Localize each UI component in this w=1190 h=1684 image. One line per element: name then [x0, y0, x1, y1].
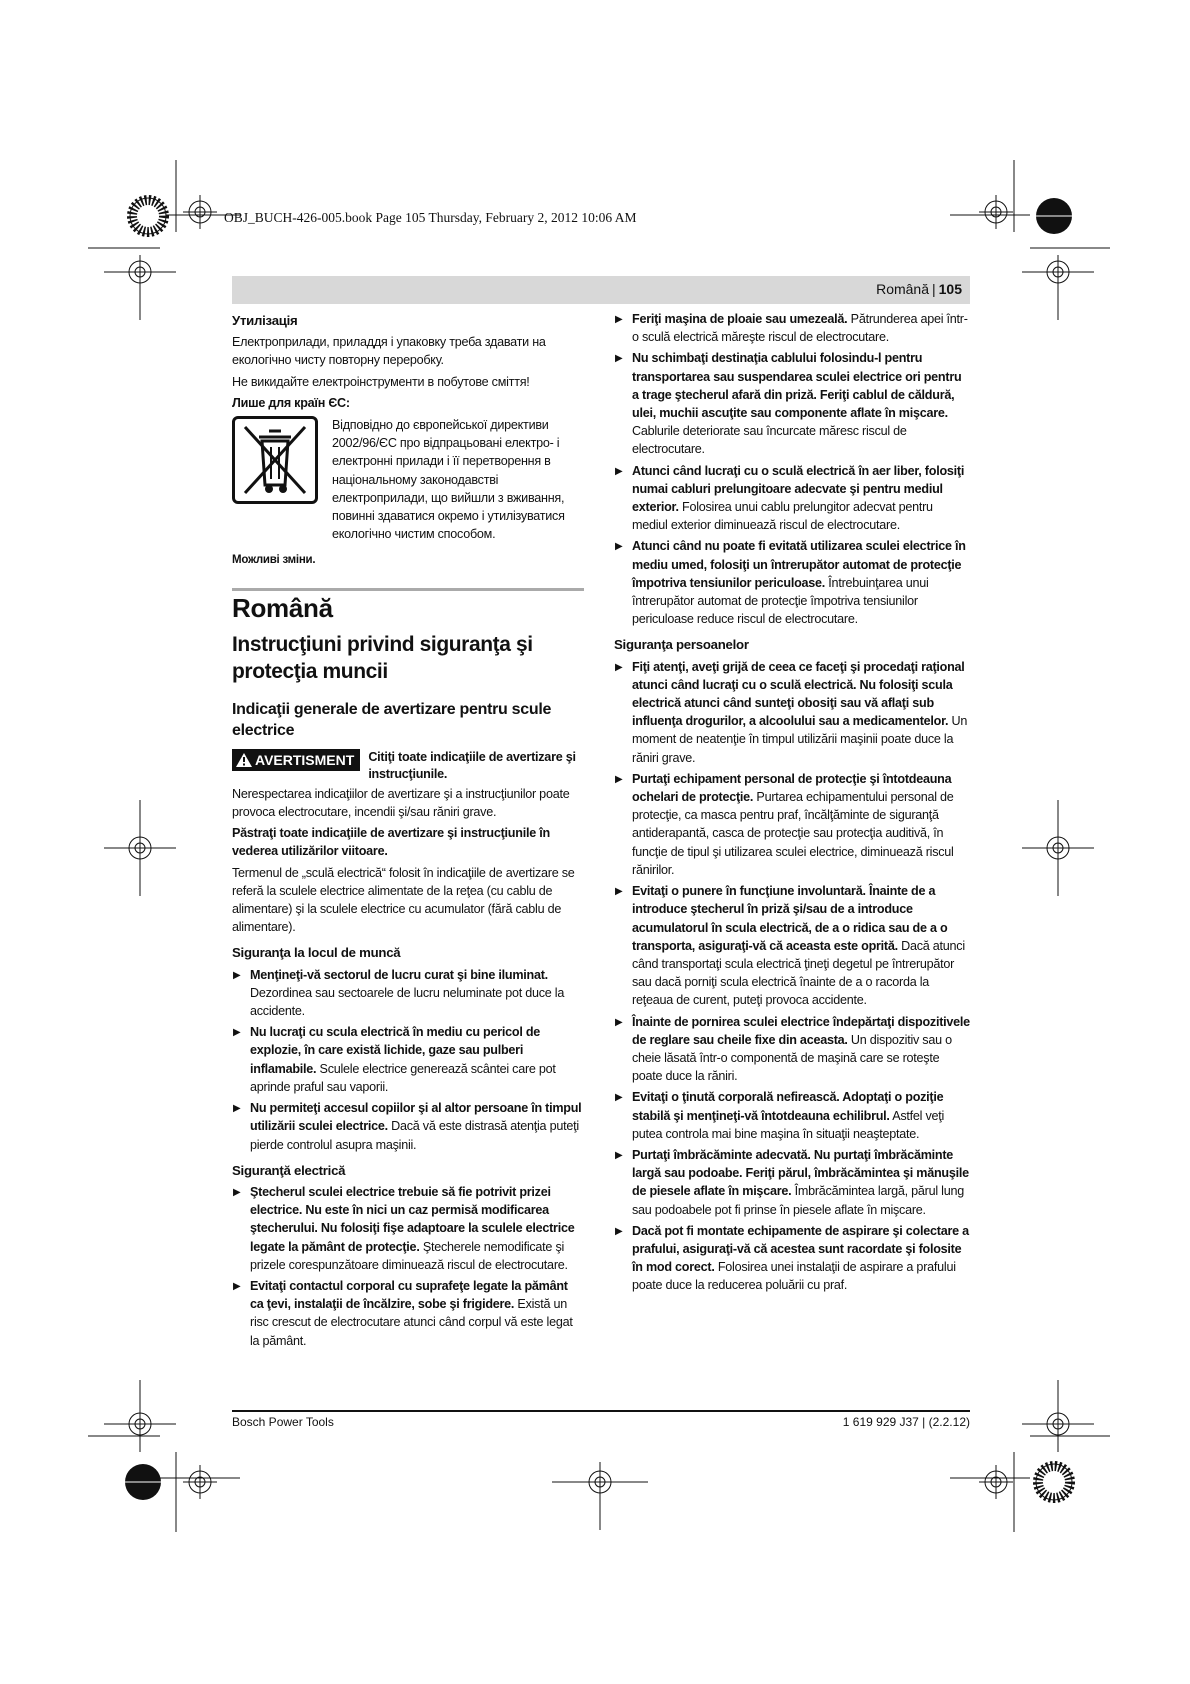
header-language: Română [876, 281, 929, 297]
uk-paragraph: Електроприлади, приладдя і упаковку треба здавати на екологічно чисту повторну переробку. [232, 335, 546, 368]
list-item: ▶ Nu permiteţi accesul copiilor şi al altor persoane în timpul utilizării sculei electrice. Dacă vă este distrasă atenţia puteţi pierde controlul asupra maşinii. [232, 1099, 584, 1154]
target-mark [104, 1380, 176, 1452]
language-title: Română [232, 592, 333, 623]
target-mark [552, 1462, 648, 1530]
list-item: ▶ Înainte de pornirea sculei electrice îndepărtaţi dispozitivele de reglare sau cheile fixe din aceasta. Un dispozitiv sau o cheie lăsată într-o componentă de maşină care se roteşte poate duce la răniri. [614, 1013, 970, 1086]
target-mark [104, 800, 176, 896]
list-item: ▶ Ştecherul sculei electrice trebuie să fie potrivit prizei electrice. Nu este în nici un caz permisă modificarea ştecherului. Nu folosiţi fişe adaptoare la sculele electrice legate la pământ de protecţie. Ştecherele nemodificate şi prizele corespunzătoare diminuează riscul de electrocutare. [232, 1183, 584, 1274]
footer-brand: Bosch Power Tools [232, 1415, 334, 1429]
warning-block [232, 749, 584, 783]
weee-text: Відповідно до європейської директиви 2002/96/ЄС про відпрацьовані електро- і електронні прилади і її перетворення в національному законодавстві електроприлади, що вийшли з вживання, повинні здаватися окремо і утилізуватися екологічно чистим способом. [332, 418, 565, 542]
star-target-mark [130, 198, 166, 234]
page-header: Română | 105 [232, 276, 970, 304]
target-mark [979, 1465, 1013, 1499]
weee-block [232, 416, 584, 543]
list-item: ▶ Purtaţi îmbrăcăminte adecvată. Nu purtaţi îmbrăcăminte largă sau podoabe. Feriţi părul, îmbrăcămintea şi mănuşile de piesele aflate în mişcare. Îmbrăcămintea largă, părul lung sau podoabele pot fi prinse în piesele aflate în mişcare. [614, 1146, 970, 1219]
footer-rule [232, 1410, 970, 1412]
heading-electrical: Siguranţă electrică [232, 1162, 346, 1178]
left-column [232, 312, 584, 1353]
list-item: ▶ Nu lucraţi cu scula electrică în mediu cu pericol de explozie, în care există lichide, gaze sau pulberi inflamabile. Sculele electrice generează scântei care pot aprinde praful sau vaporii. [232, 1023, 584, 1096]
warning-badge: AVERTISMENT [232, 749, 360, 771]
list-item: ▶ Evitaţi contactul corporal cu suprafeţe legate la pământ ca ţevi, instalaţii de încălzire, sobe şi frigidere. Există un risc crescut de electrocutare atunci când corpul vă este legat la pământ. [232, 1277, 584, 1350]
warning-triangle-icon [236, 753, 252, 767]
uk-disposal-heading: Утилізація [232, 313, 298, 328]
target-mark [1022, 1380, 1094, 1452]
target-mark [183, 1465, 217, 1499]
list-item: ▶ Atunci când lucraţi cu o sculă electrică în aer liber, folosiţi numai cabluri prelungitoare adecvate şi pentru mediul exterior. Folosirea unui cablu prelungitor adecvat pentru mediul exterior diminuează riscul de electrocutare. [614, 462, 970, 535]
heading-personal-safety: Siguranţa persoanelor [614, 637, 749, 653]
list-item: ▶ Dacă pot fi montate echipamente de aspirare şi colectare a prafului, asiguraţi-vă că acestea sunt racordate şi folosite în mod corect. Folosirea unei instalaţii de aspirare a prafului poate duce la reducerea poluării cu praf. [614, 1222, 970, 1295]
list-item: ▶ Menţineţi-vă sectorul de lucru curat şi bine iluminat. Dezordinea sau sectoarele de lucru neluminate pot duce la accidente. [232, 966, 584, 1021]
list-item: ▶ Atunci când nu poate fi evitată utilizarea sculei electrice în mediu umed, folosiţi un întrerupător automat de protecţie împotriva tensiunilor periculoase. Întrebuinţarea unui întrerupător automat de protecţie împotriva tensiunilor periculoase reduce riscul de electrocutare. [614, 537, 970, 628]
right-column [614, 310, 970, 1298]
filled-target-mark [1036, 198, 1072, 234]
print-slug: OBJ_BUCH-426-005.book Page 105 Thursday, February 2, 2012 10:06 AM [224, 210, 637, 225]
list-item: ▶ Fiţi atenţi, aveţi grijă de ceea ce faceţi şi procedaţi raţional atunci când lucraţi cu o sculă electrică. Nu folosiţi scula electrică atunci când sunteţi obosiţi sau vă aflaţi sub influenţa drogurilor, a alcoolului sau a medicamentelor. Un moment de neatenţie în timpul utilizării maşinii poate duce la răniri grave. [614, 658, 970, 767]
list-item: ▶ Feriţi maşina de ploaie sau umezeală. Pătrunderea apei într-o sculă electrică măreşte riscul de electrocutare. [614, 310, 970, 346]
subsection-title: Indicaţii generale de avertizare pentru scule electrice [232, 700, 552, 739]
star-target-mark [1036, 1464, 1072, 1500]
filled-target-mark [125, 1464, 161, 1500]
list-item: ▶ Purtaţi echipament personal de protecţie şi întotdeauna ochelari de protecţie. Purtarea echipamentului personal de protecţie, ca masca pentru praf, încălţăminte de siguranţă antiderapantă, casca de protecţie sau protecţia auditivă, în funcţie de tipul şi utilizarea sculei electrice, diminuează riscul rănirilor. [614, 770, 970, 879]
page-number: 105 [938, 281, 962, 297]
section-divider [232, 588, 584, 591]
list-item: ▶ Evitaţi o ţinută corporală nefirească. Adoptaţi o poziţie stabilă şi menţineţi-vă întotdeauna echilibrul. Astfel veţi putea controla mai bine maşina în situaţii neaşteptate. [614, 1088, 970, 1143]
target-mark [1022, 255, 1094, 320]
body-paragraph: Termenul de „sculă electrică“ folosit în indicaţiile de avertizare se referă la sculele electrice alimentate de la reţea (cu cablu de alimentare) şi la sculele electrice cu acumulator (fără cablu de alimentare). [232, 865, 575, 935]
list-item: ▶ Evitaţi o punere în funcţiune involuntară. Înainte de a introduce ştecherul în priză şi/sau de a introduce acumulatorul în scula electrică, de a o ridica sau de a o transporta, asiguraţi-vă că aceasta este oprită. Dacă atunci când transportaţi scula electrică ţineţi degetul pe întrerupător sau dacă porniţi scula electrică înainte de a o racorda la reţeaua de curent, puteţi provoca accidente. [614, 882, 970, 1009]
warning-text: Citiţi toate indicaţiile de avertizare şi instrucţiunile. [368, 749, 576, 781]
heading-work-area: Siguranţa la locul de muncă [232, 945, 401, 961]
uk-paragraph: Не викидайте електроінструменти в побутове сміття! [232, 374, 530, 389]
body-paragraph-bold: Păstraţi toate indicaţiile de avertizare şi instrucţiunile în vederea utilizărilor viitoare. [232, 826, 550, 859]
body-paragraph: Nerespectarea indicaţiilor de avertizare şi a instrucţiunilor poate provoca electrocutare, incendii şi/sau răniri grave. [232, 786, 570, 820]
target-mark [104, 255, 176, 320]
target-mark [979, 195, 1013, 229]
footer-doc-number: 1 619 929 J37 | (2.2.12) [842, 1415, 970, 1429]
target-mark [1022, 800, 1094, 896]
uk-eu-heading: Лише для країн ЄС: [232, 395, 350, 410]
crossed-bin-icon [232, 416, 318, 504]
uk-changes-note: Можливі зміни. [232, 554, 316, 567]
section-title: Instrucţiuni privind siguranţa şi protecţia muncii [232, 632, 533, 683]
list-item: ▶ Nu schimbaţi destinaţia cablului folosindu-l pentru transportarea sau suspendarea sculei electrice ori pentru a trage ştecherul afară din priză. Feriţi cablul de căldură, ulei, muchii ascuţite sau componente aflate în mişcare. Cablurile deteriorate sau încurcate măresc riscul de electrocutare. [614, 349, 970, 458]
target-mark [183, 195, 217, 229]
